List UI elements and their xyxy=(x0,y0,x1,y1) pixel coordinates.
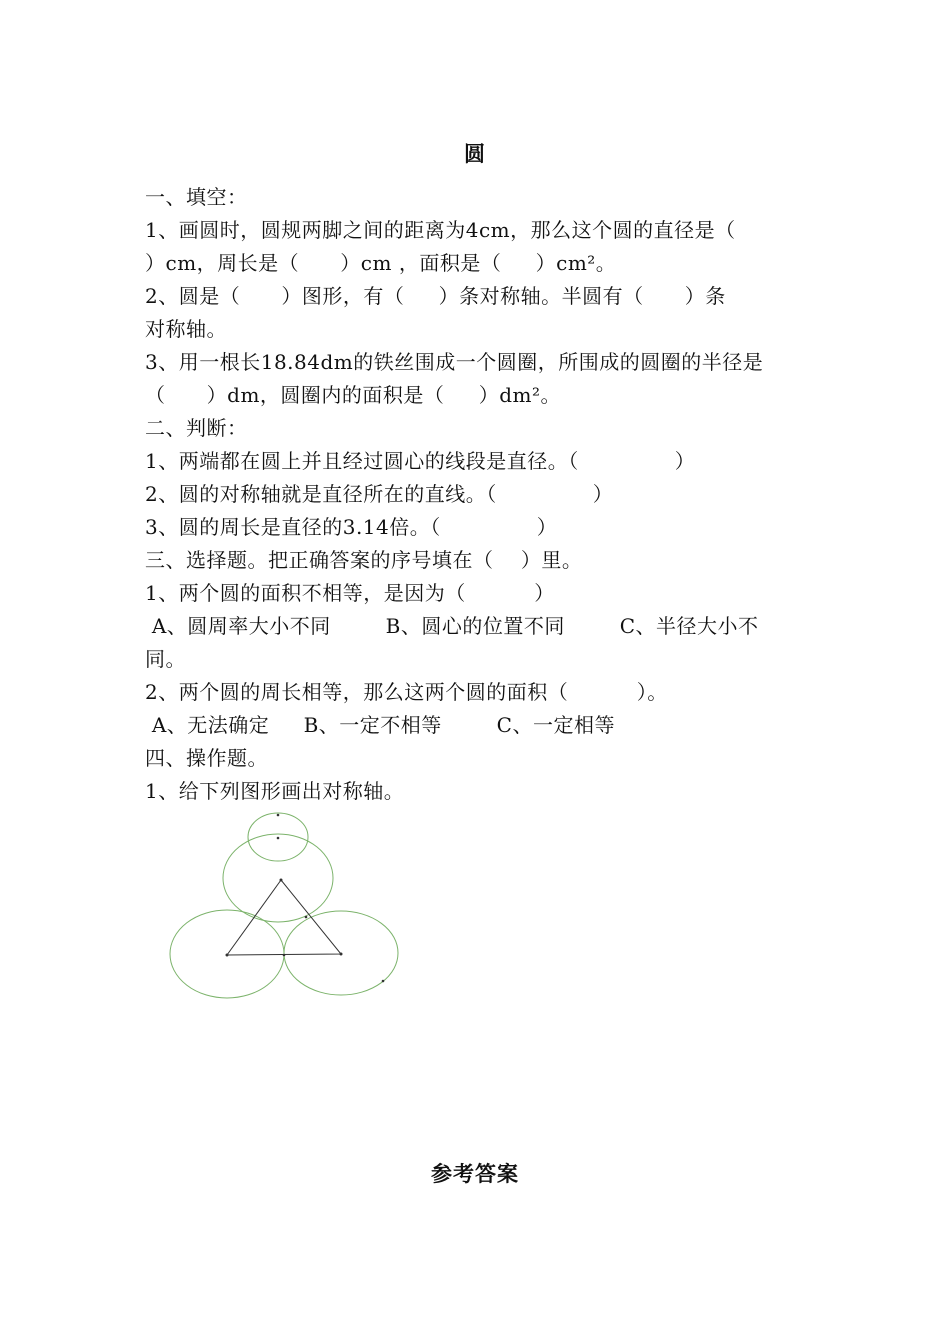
page-title: 圆 xyxy=(464,142,486,166)
judge-question-3: 3、圆的周长是直径的3.14倍。（ ） xyxy=(145,515,558,539)
vertex-dot-right xyxy=(340,953,343,956)
middle-circle xyxy=(223,834,333,922)
fill-question-1-line-1: 1、画圆时，圆规两脚之间的距离为4cm，那么这个圆的直径是（ xyxy=(145,218,736,242)
fill-question-2-line-1: 2、圆是（ ）图形，有（ ）条对称轴。半圆有（ ）条 xyxy=(145,284,726,308)
center-dot-middle xyxy=(277,837,280,840)
vertex-dot-left xyxy=(226,954,229,957)
choice-question-2-options: A、无法确定 B、一定不相等 C、一定相等 xyxy=(145,713,615,737)
section-3-heading: 三、选择题。把正确答案的序号填在（ ）里。 xyxy=(145,548,583,572)
section-1-heading: 一、填空： xyxy=(145,185,248,209)
section-4-heading: 四、操作题。 xyxy=(145,746,268,770)
choice-question-2: 2、两个圆的周长相等，那么这两个圆的面积（ ）。 xyxy=(145,680,668,704)
vertex-dot-top xyxy=(280,879,283,882)
fill-question-1-line-2: ）cm，周长是（ ）cm ，面积是（ ）cm²。 xyxy=(145,251,617,275)
edge-dot-far-right xyxy=(382,980,385,983)
choice-question-1-options-line-1: A、圆周率大小不同 B、圆心的位置不同 C、半径大小不 xyxy=(145,614,759,638)
fill-question-3-line-1: 3、用一根长18.84dm的铁丝围成一个圆圈，所围成的圆圈的半径是 xyxy=(145,350,764,374)
triangle xyxy=(227,880,341,955)
section-2-heading: 二、判断： xyxy=(145,416,248,440)
edge-dot-bottom xyxy=(283,954,286,957)
operation-question-1: 1、给下列图形画出对称轴。 xyxy=(145,779,405,803)
circles-triangle-figure xyxy=(160,805,410,1005)
choice-question-1: 1、两个圆的面积不相等，是因为（ ） xyxy=(145,581,555,605)
center-dot-top xyxy=(277,814,280,817)
edge-dot-right xyxy=(305,916,308,919)
answer-section-title: 参考答案 xyxy=(431,1162,519,1186)
choice-question-1-options-line-2: 同。 xyxy=(145,647,186,671)
judge-question-2: 2、圆的对称轴就是直径所在的直线。（ ） xyxy=(145,482,614,506)
fill-question-3-line-2: （ ）dm，圆圈内的面积是（ ）dm²。 xyxy=(145,383,561,407)
judge-question-1: 1、两端都在圆上并且经过圆心的线段是直径。（ ） xyxy=(145,449,696,473)
fill-question-2-line-2: 对称轴。 xyxy=(145,317,227,341)
